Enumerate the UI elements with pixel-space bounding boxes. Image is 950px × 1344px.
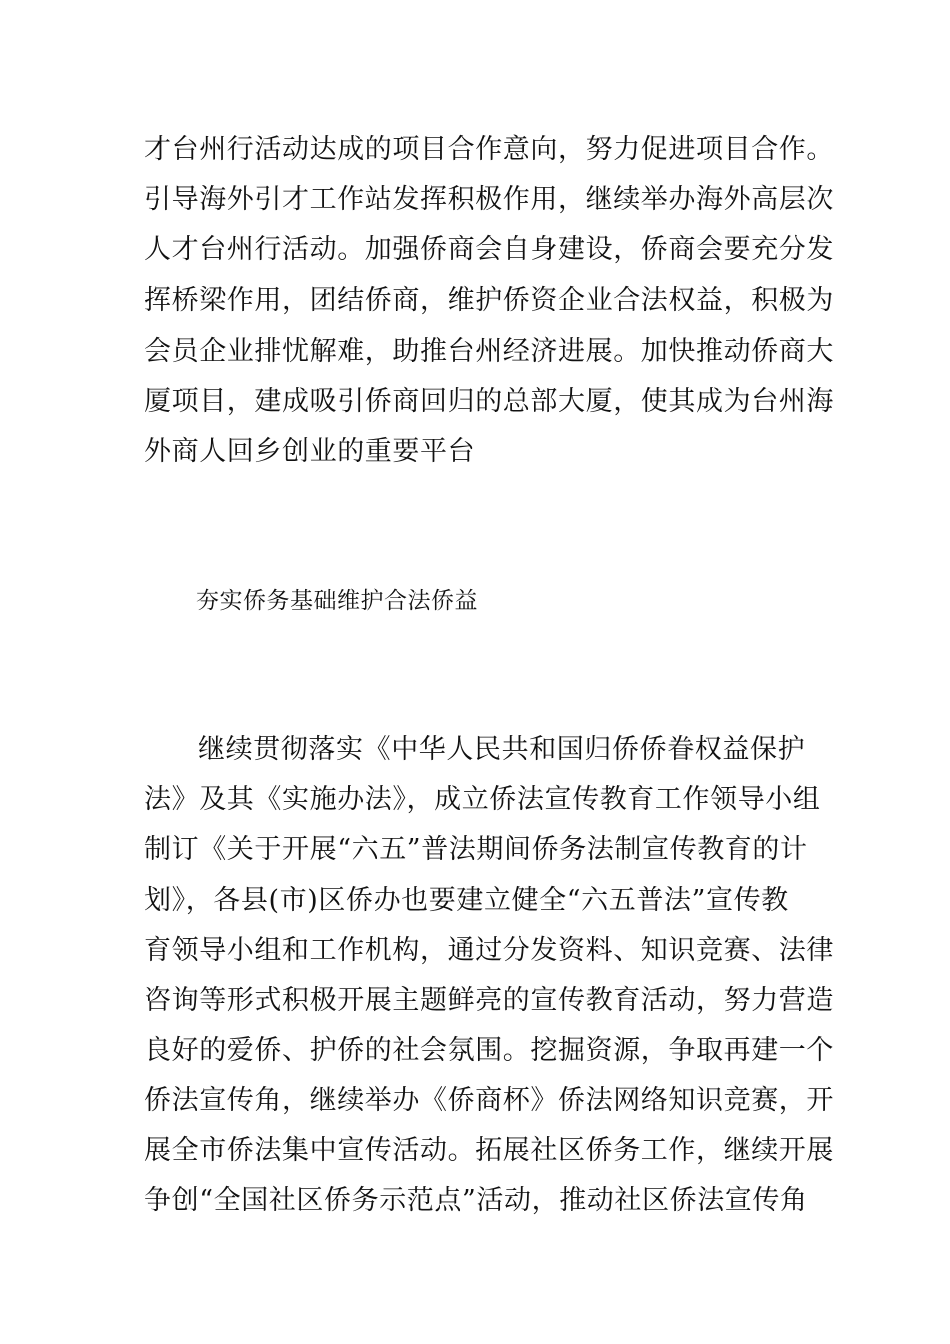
- text-line: 引导海外引才工作站发挥积极作用，继续举办海外高层次: [144, 184, 834, 215]
- text-line: 法》及其《实施办法》，成立侨法宣传教育工作领导小组: [144, 784, 821, 815]
- text-line: 挥桥梁作用，团结侨商，维护侨资企业合法权益，积极为: [144, 285, 834, 316]
- text-line: 咨询等形式积极开展主题鲜亮的宣传教育活动，努力营造: [144, 985, 834, 1016]
- text-line: 才台州行活动达成的项目合作意向，努力促进项目合作。: [144, 134, 834, 165]
- section-heading: 夯实侨务基础维护合法侨益: [196, 588, 478, 614]
- text-line: 侨法宣传角，继续举办《侨商杯》侨法网络知识竞赛，开: [144, 1085, 834, 1116]
- text-line: 制订《关于开展“六五”普法期间侨务法制宣传教育的计: [144, 834, 808, 865]
- text-line: 厦项目，建成吸引侨商回归的总部大厦，使其成为台州海: [144, 386, 834, 417]
- text-line: 展全市侨法集中宣传活动。拓展社区侨务工作，继续开展: [144, 1135, 834, 1166]
- text-line: 人才台州行活动。加强侨商会自身建设，侨商会要充分发: [144, 234, 834, 265]
- text-line: 争创“全国社区侨务示范点”活动，推动社区侨法宣传角: [144, 1185, 808, 1216]
- text-line: 划》，各县(市)区侨办也要建立健全“六五普法”宣传教: [144, 885, 789, 916]
- text-line: 良好的爱侨、护侨的社会氛围。挖掘资源，争取再建一个: [144, 1035, 834, 1066]
- text-line: 会员企业排忧解难，助推台州经济进展。加快推动侨商大: [144, 336, 834, 367]
- text-line: 继续贯彻落实《中华人民共和国归侨侨眷权益保护: [198, 734, 806, 765]
- text-line: 外商人回乡创业的重要平台: [144, 436, 476, 467]
- text-line: 育领导小组和工作机构，通过分发资料、知识竞赛、法律: [144, 935, 834, 966]
